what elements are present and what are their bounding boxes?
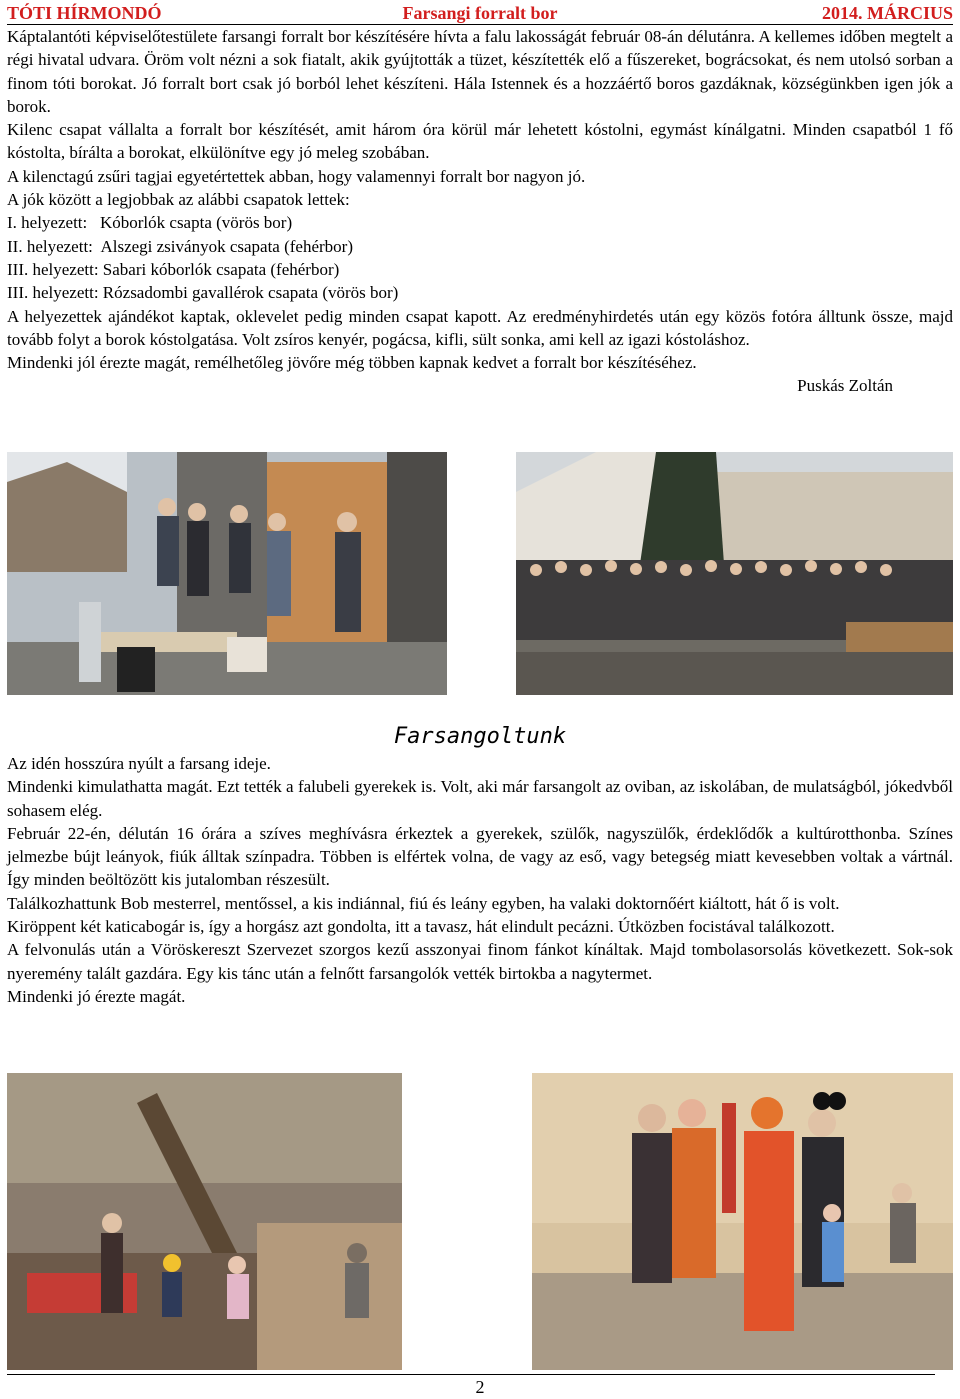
- photo-group-portrait: [516, 452, 953, 695]
- paragraph: Mindenki jó érezte magát.: [7, 986, 186, 1006]
- photo-outdoor-wine-tasting: [7, 452, 447, 695]
- paragraph: A kilenctagú zsűri tagjai egyetértettek abban, hogy valamennyi forralt bor nagyon jó.: [7, 166, 586, 186]
- paragraph: Káptalantóti képviselőtestülete farsangi forralt bor készítésére hívta a falu lakosságát február 08-án délutánra. A kellemes időben megtelt a régi hivatal udvara. Öröm volt nézni a sok fiatalt, akik gyújtották a tüzet, készítették elő a fűszereket, bográcsokat, és nem utolsó sorban a finom tóti borokat. Jó forralt bort csak jó borból lehet készíteni. Hála Istennek és a hozzáértő boros gazdáknak, községünkben igen jók a borok.: [7, 27, 953, 116]
- paragraph: A helyezettek ajándékot kaptak, oklevelet pedig minden csapat kapott. Az eredményhirdetés után egy közös fotóra álltunk össze, majd tovább folyt a borok kóstolgatása. Volt zsíros kenyér, pogácsa, kifli, sült sonka, ami kell az igazi kóstoláshoz.: [7, 306, 953, 349]
- article-mulled-wine: [7, 25, 953, 398]
- prize-line: III. helyezett: Rózsadombi gavallérok csapata (vörös bor): [7, 283, 399, 303]
- paragraph: Mindenki kimulathatta magát. Ezt tették a falubeli gyerekek is. Volt, aki már farsangolt az oviban, az iskolában, de mulatságból, jókedvből sohasem elég.: [7, 777, 953, 820]
- photo-costume-party: [532, 1073, 953, 1370]
- second-article-title: Farsangoltunk: [393, 724, 567, 749]
- page-number: 2: [475, 1377, 485, 1397]
- prize-line: II. helyezett: Alszegi zsiványok csapata (fehérbor): [7, 236, 353, 256]
- page-header: [7, 2, 953, 25]
- prize-line: III. helyezett: Sabari kóborlók csapata (fehérbor): [7, 259, 340, 279]
- issue-date: 2014. MÁRCIUS: [821, 3, 953, 23]
- article-carnival: [7, 752, 953, 1008]
- paragraph: Mindenki jól érezte magát, remélhetőleg jövőre még többen kapnak kedvet a forralt bor készítéséhez.: [7, 353, 697, 373]
- paragraph: A jók között a legjobbak az alábbi csapatok lettek:: [7, 190, 350, 210]
- prize-line: I. helyezett: Kóborlók csapta (vörös bor): [7, 213, 293, 233]
- photo-stage-children: [7, 1073, 402, 1370]
- author-signature: Puskás Zoltán: [797, 376, 893, 396]
- footer-divider: [7, 1374, 935, 1375]
- paragraph: Kiröppent két katicabogár is, így a horgász azt gondolta, itt a tavasz, hát elindult pecázni. Útközben focistával találkozott.: [7, 917, 835, 937]
- paragraph: A felvonulás után a Vöröskereszt Szervezet szorgos kezű asszonyai finom fánkot kínáltak. Majd tombolasorsolás következett. Sok-sok nyeremény talált gazdára. Egy kis tánc után a felnőtt farsangolók vették birtokba a nagytermet.: [7, 940, 953, 983]
- paragraph: Találkozhattunk Bob mesterrel, mentőssel, a kis indiánnal, fiú és leány egyben, ha valaki doktornőért kiáltott, hát ő is volt.: [7, 893, 840, 913]
- paragraph: Az idén hosszúra nyúlt a farsang ideje.: [7, 754, 271, 773]
- article-title: Farsangi forralt bor: [402, 3, 558, 23]
- newspaper-title: TÓTI HÍRMONDÓ: [7, 3, 162, 23]
- paragraph: Február 22-én, délután 16 órára a szíves meghívásra érkeztek a gyerekek, szülők, nagyszülők, érdeklődők a kultúrotthonba. Színes jelmezbe bújt leányok, fiúk álltak színpadra. Többen is elfértek volna, de vagy az eső, vagy betegség miatt kevesebben voltak a vártnál. Így minden beöltözött kis jutalomban részesült.: [7, 823, 953, 890]
- paragraph: Kilenc csapat vállalta a forralt bor készítését, amit három óra körül már lehetett kóstolni, egymást kínálgatni. Minden csapatból 1 fő kóstolta, bírálta a borokat, elkülönítve egy jó meleg szobában.: [7, 120, 953, 163]
